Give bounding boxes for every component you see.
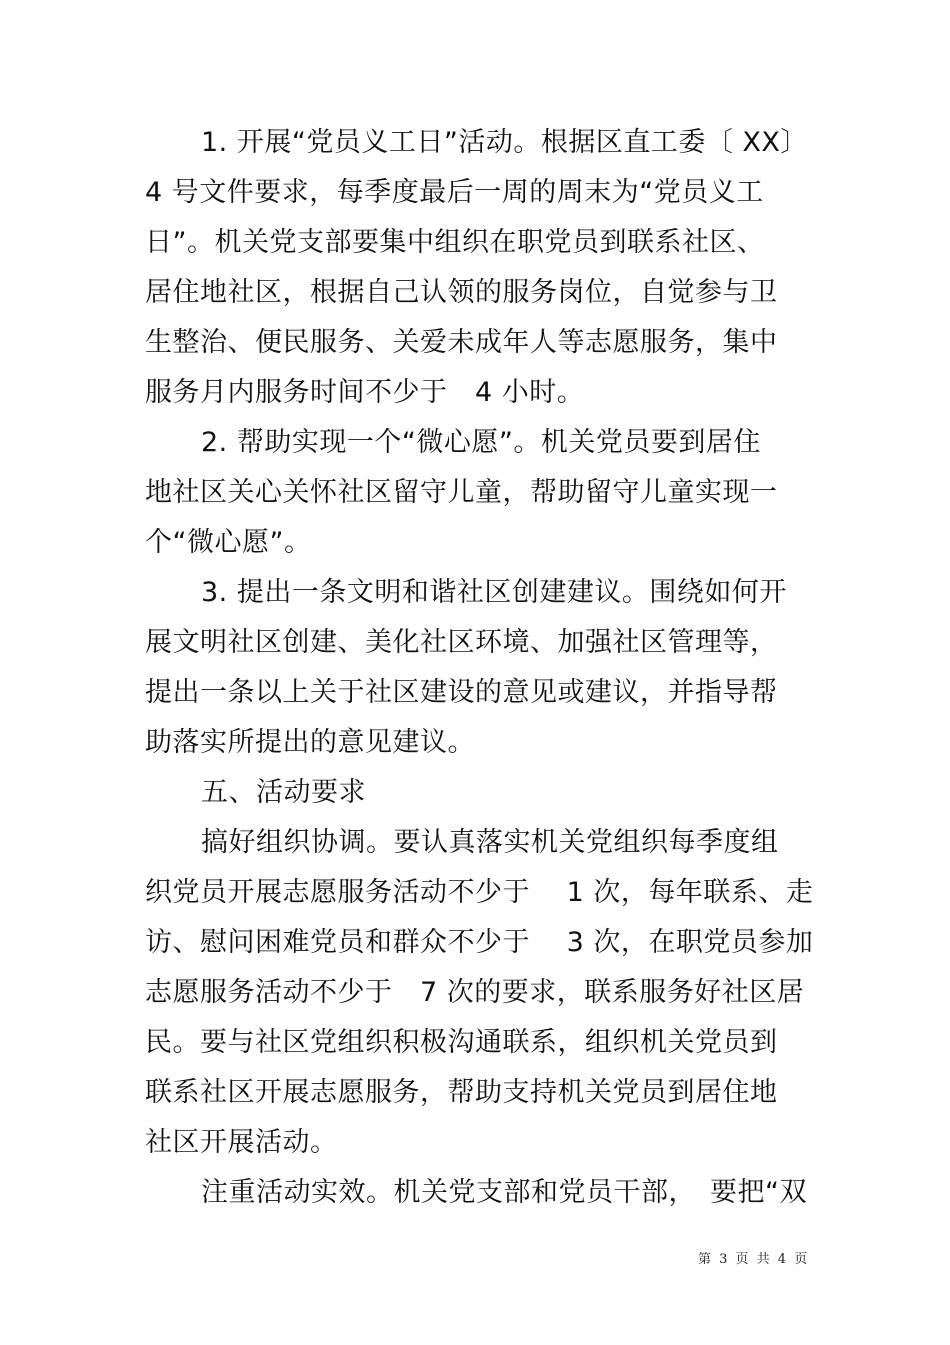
text-line: 搞好组织协调。要认真落实机关党组织每季度组 — [201, 827, 779, 858]
text-line: 助落实所提出的意见建议。 — [145, 727, 475, 758]
text-line: 1. 开展“党员义工日”活动。根据区直工委〔 XX〕 — [201, 127, 808, 158]
text-line: 日”。机关党支部要集中组织在职党员到联系社区、 — [145, 227, 765, 258]
text-line: 2. 帮助实现一个“微心愿”。机关党员要到居住 — [201, 427, 761, 458]
text-line: 织党员开展志愿服务活动不少于 1 次，每年联系、走 — [145, 877, 814, 908]
text-line: 访、慰问困难党员和群众不少于 3 次，在职党员参加 — [145, 927, 814, 958]
text-line: 志愿服务活动不少于 7 次的要求，联系服务好社区居 — [145, 977, 805, 1008]
text-line: 联系社区开展志愿服务，帮助支持机关党员到居住地 — [145, 1077, 778, 1108]
text-line: 生整治、便民服务、关爱未成年人等志愿服务，集中 — [145, 327, 778, 358]
text-line: 地社区关心关怀社区留守儿童，帮助留守儿童实现一 — [145, 477, 778, 508]
text-line: 居住地社区，根据自己认领的服务岗位，自觉参与卫 — [145, 277, 778, 308]
page-number-footer: 第 3 页 共 4 页 — [698, 1252, 810, 1267]
text-line: 社区开展活动。 — [145, 1127, 338, 1158]
text-line: 民。要与社区党组织积极沟通联系，组织机关党员到 — [145, 1027, 778, 1058]
text-line: 个“微心愿”。 — [145, 527, 312, 558]
text-line: 4 号文件要求，每季度最后一周的周末为“党员义工 — [145, 177, 764, 208]
document-body — [145, 118, 814, 1218]
text-line: 提出一条以上关于社区建设的意见或建议，并指导帮 — [145, 677, 778, 708]
text-line: 注重活动实效。机关党支部和党员干部， 要把“双 — [201, 1177, 807, 1208]
text-line: 展文明社区创建、美化社区环境、加强社区管理等， — [145, 627, 778, 658]
text-line: 五、活动要求 — [201, 777, 366, 808]
text-line: 服务月内服务时间不少于 4 小时。 — [145, 377, 585, 408]
text-line: 3. 提出一条文明和谐社区创建建议。围绕如何开 — [201, 577, 787, 608]
